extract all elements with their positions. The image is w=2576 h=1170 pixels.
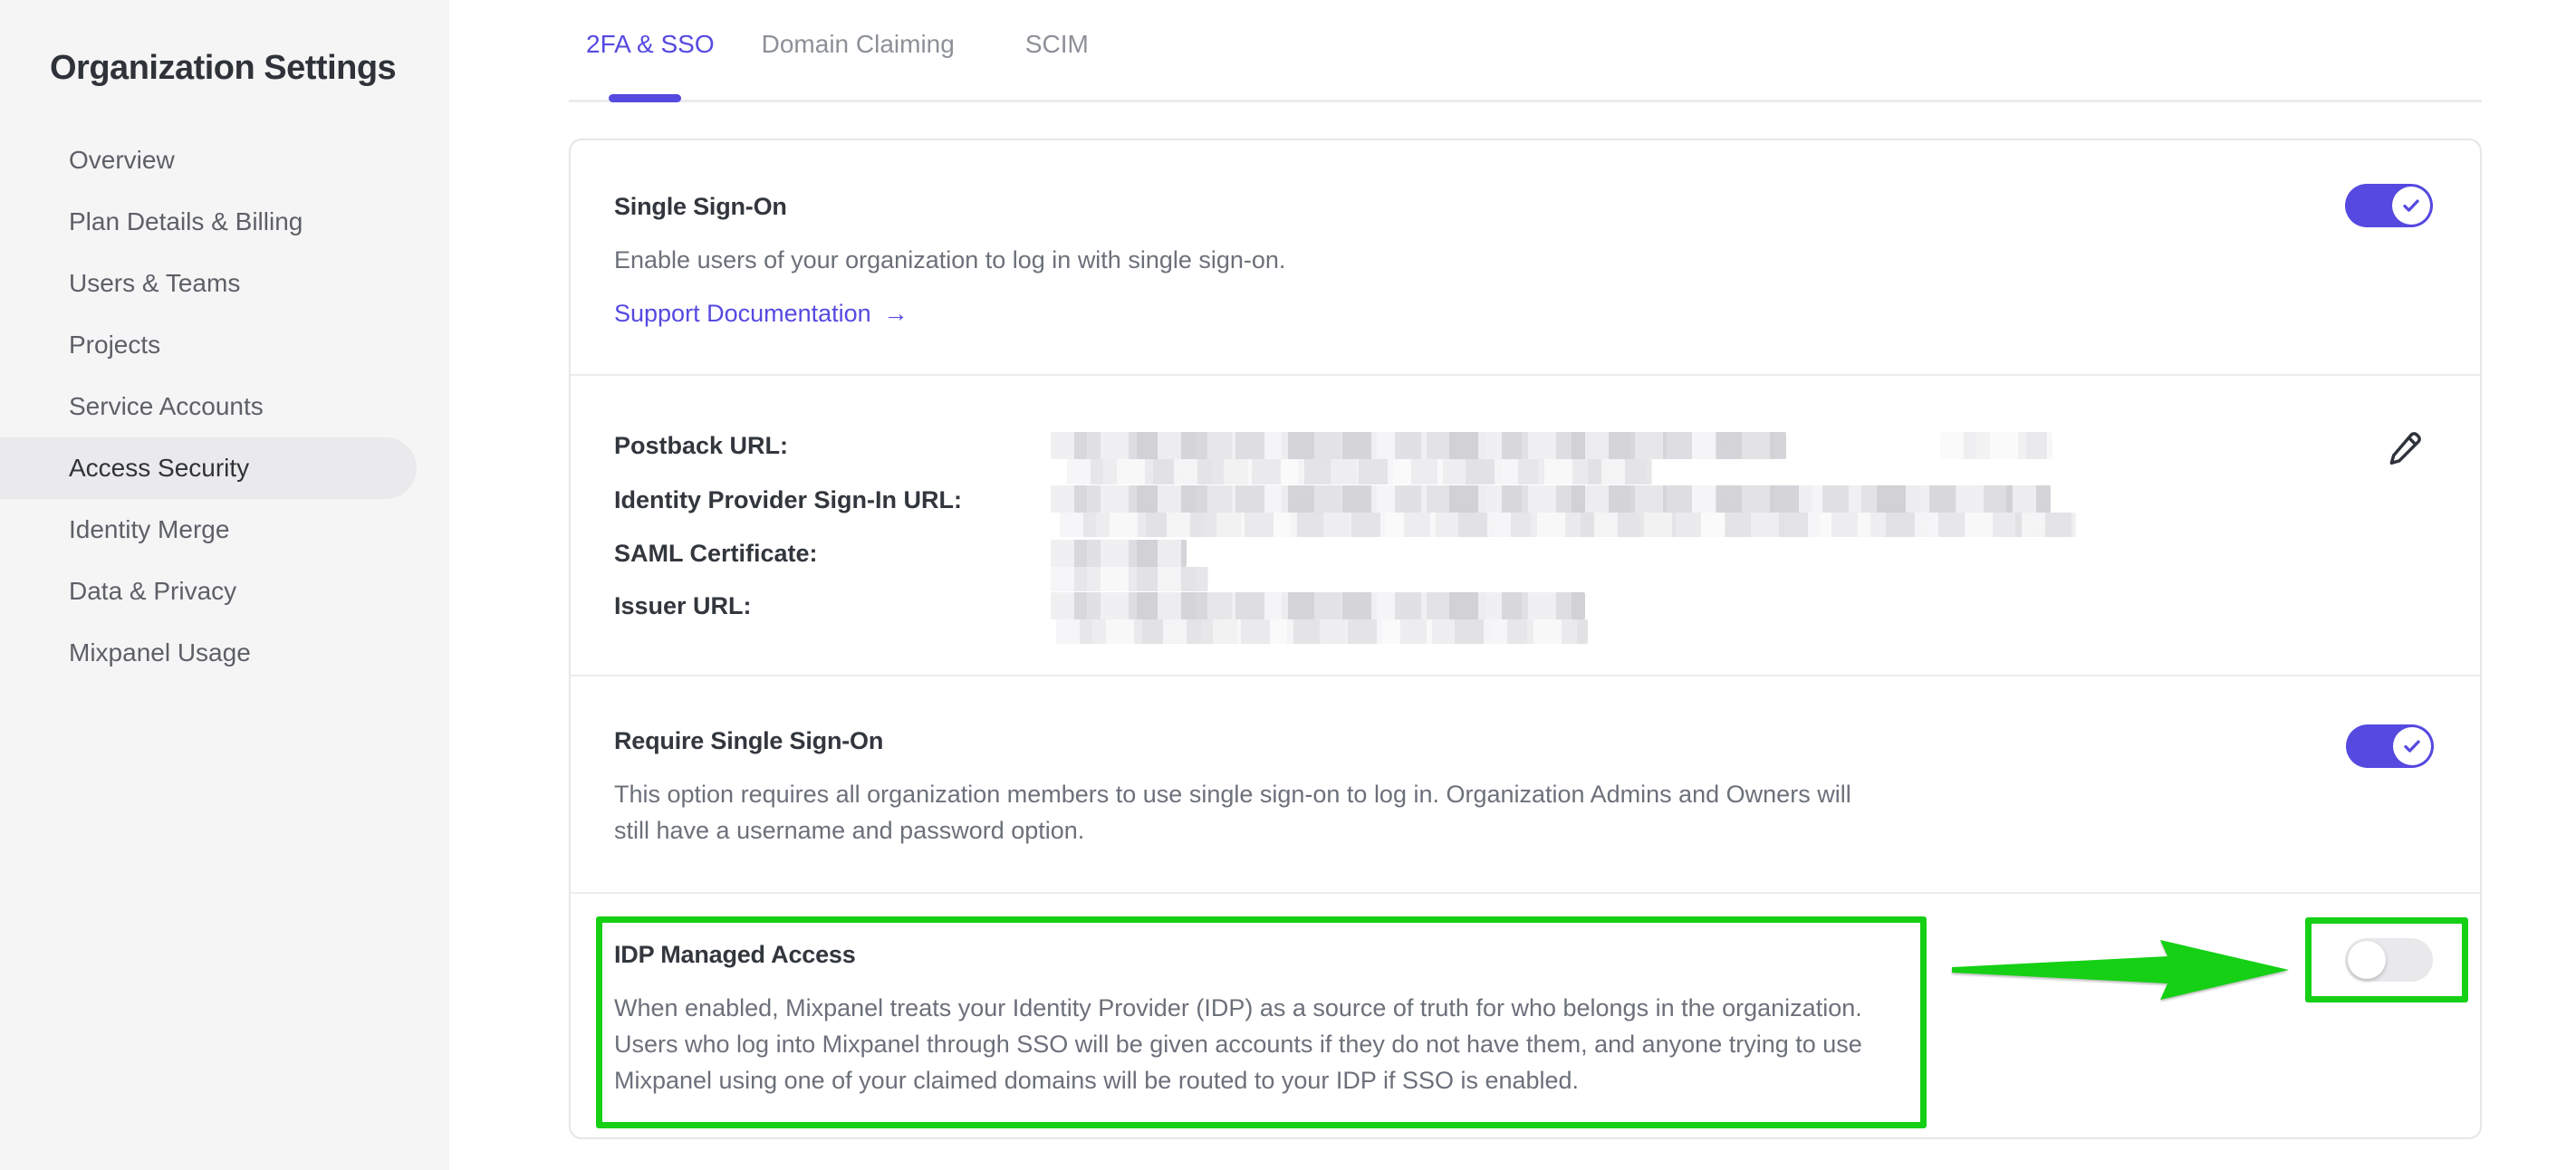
- redacted-saml-certificate-value: [1051, 567, 1208, 591]
- section-divider: [571, 892, 2480, 894]
- postback-url-label: Postback URL:: [614, 432, 789, 459]
- tab-bar-divider: [569, 100, 2482, 102]
- toggle-knob: [2392, 187, 2430, 225]
- sidebar-item-access-security[interactable]: Access Security: [0, 437, 417, 499]
- sidebar-item-projects[interactable]: Projects: [69, 331, 161, 359]
- check-icon: [2400, 734, 2424, 758]
- sidebar-item-identity-merge[interactable]: Identity Merge: [69, 515, 230, 543]
- require-sso-toggle[interactable]: [2346, 724, 2434, 768]
- sidebar: [0, 0, 449, 1170]
- redacted-saml-certificate-value: [1051, 540, 1187, 567]
- redacted-idp-sign-in-url-value: [1051, 485, 2051, 513]
- single-sign-on-description: Enable users of your organization to log in with single sign-on.: [614, 246, 1286, 273]
- tab-scim[interactable]: SCIM: [1024, 30, 1089, 58]
- sidebar-item-plan-details-billing[interactable]: Plan Details & Billing: [69, 207, 303, 235]
- redacted-postback-url-value: [1067, 459, 1652, 484]
- issuer-url-label: Issuer URL:: [614, 592, 752, 619]
- check-icon: [2399, 194, 2423, 217]
- support-documentation-link[interactable]: [614, 300, 908, 328]
- tab-domain-claiming[interactable]: Domain Claiming: [761, 30, 955, 58]
- redacted-issuer-url-value: [1051, 592, 1585, 619]
- sidebar-item-overview[interactable]: Overview: [69, 146, 175, 174]
- sidebar-item-users-teams[interactable]: Users & Teams: [69, 269, 241, 297]
- sidebar-item-service-accounts[interactable]: Service Accounts: [69, 392, 264, 420]
- sidebar-item-data-privacy[interactable]: Data & Privacy: [69, 577, 237, 605]
- redacted-issuer-url-value: [1056, 619, 1588, 644]
- redacted-postback-url-value: [1940, 432, 2052, 459]
- section-divider: [571, 374, 2480, 376]
- toggle-knob: [2348, 941, 2386, 979]
- idp-sign-in-url-label: Identity Provider Sign-In URL:: [614, 486, 963, 513]
- idp-description-line1: When enabled, Mixpanel treats your Identity Provider (IDP) as a source of truth for who belongs in the organization.: [614, 994, 1862, 1021]
- saml-certificate-label: SAML Certificate:: [614, 540, 818, 567]
- active-tab-indicator: [609, 94, 681, 102]
- idp-managed-access-toggle[interactable]: [2345, 938, 2433, 982]
- require-sso-description-line1: This option requires all organization members to use single sign-on to log in. Organization Admins and Owners will: [614, 781, 1851, 808]
- section-divider: [571, 675, 2480, 676]
- edit-sso-config-button[interactable]: [2385, 428, 2425, 468]
- idp-managed-access-description: [614, 990, 1862, 1098]
- redacted-idp-sign-in-url-value: [1060, 513, 2076, 537]
- page-title: Organization Settings: [50, 49, 397, 87]
- pencil-icon: [2385, 428, 2425, 468]
- toggle-knob: [2393, 727, 2431, 765]
- tab-bar: [586, 30, 1089, 59]
- require-sso-description: [614, 776, 1851, 849]
- sidebar-nav: [0, 129, 449, 684]
- idp-description-line2: Users who log into Mixpanel through SSO will be given accounts if they do not have them, and anyone trying to use: [614, 1031, 1862, 1058]
- arrow-right-icon: →: [883, 300, 908, 327]
- support-documentation-label: Support Documentation: [614, 300, 871, 327]
- redacted-postback-url-value: [1051, 432, 1786, 459]
- require-sso-description-line2: still have a username and password option.: [614, 817, 1085, 844]
- single-sign-on-toggle[interactable]: [2345, 184, 2433, 227]
- idp-managed-access-title: IDP Managed Access: [614, 941, 856, 968]
- single-sign-on-title: Single Sign-On: [614, 193, 787, 220]
- require-sso-title: Require Single Sign-On: [614, 727, 884, 754]
- tab-2fa-sso[interactable]: 2FA & SSO: [586, 30, 715, 58]
- annotation-arrow: [1947, 933, 2293, 1007]
- idp-description-line3: Mixpanel using one of your claimed domains will be routed to your IDP if SSO is enabled.: [614, 1067, 1580, 1094]
- sidebar-item-mixpanel-usage[interactable]: Mixpanel Usage: [69, 638, 251, 667]
